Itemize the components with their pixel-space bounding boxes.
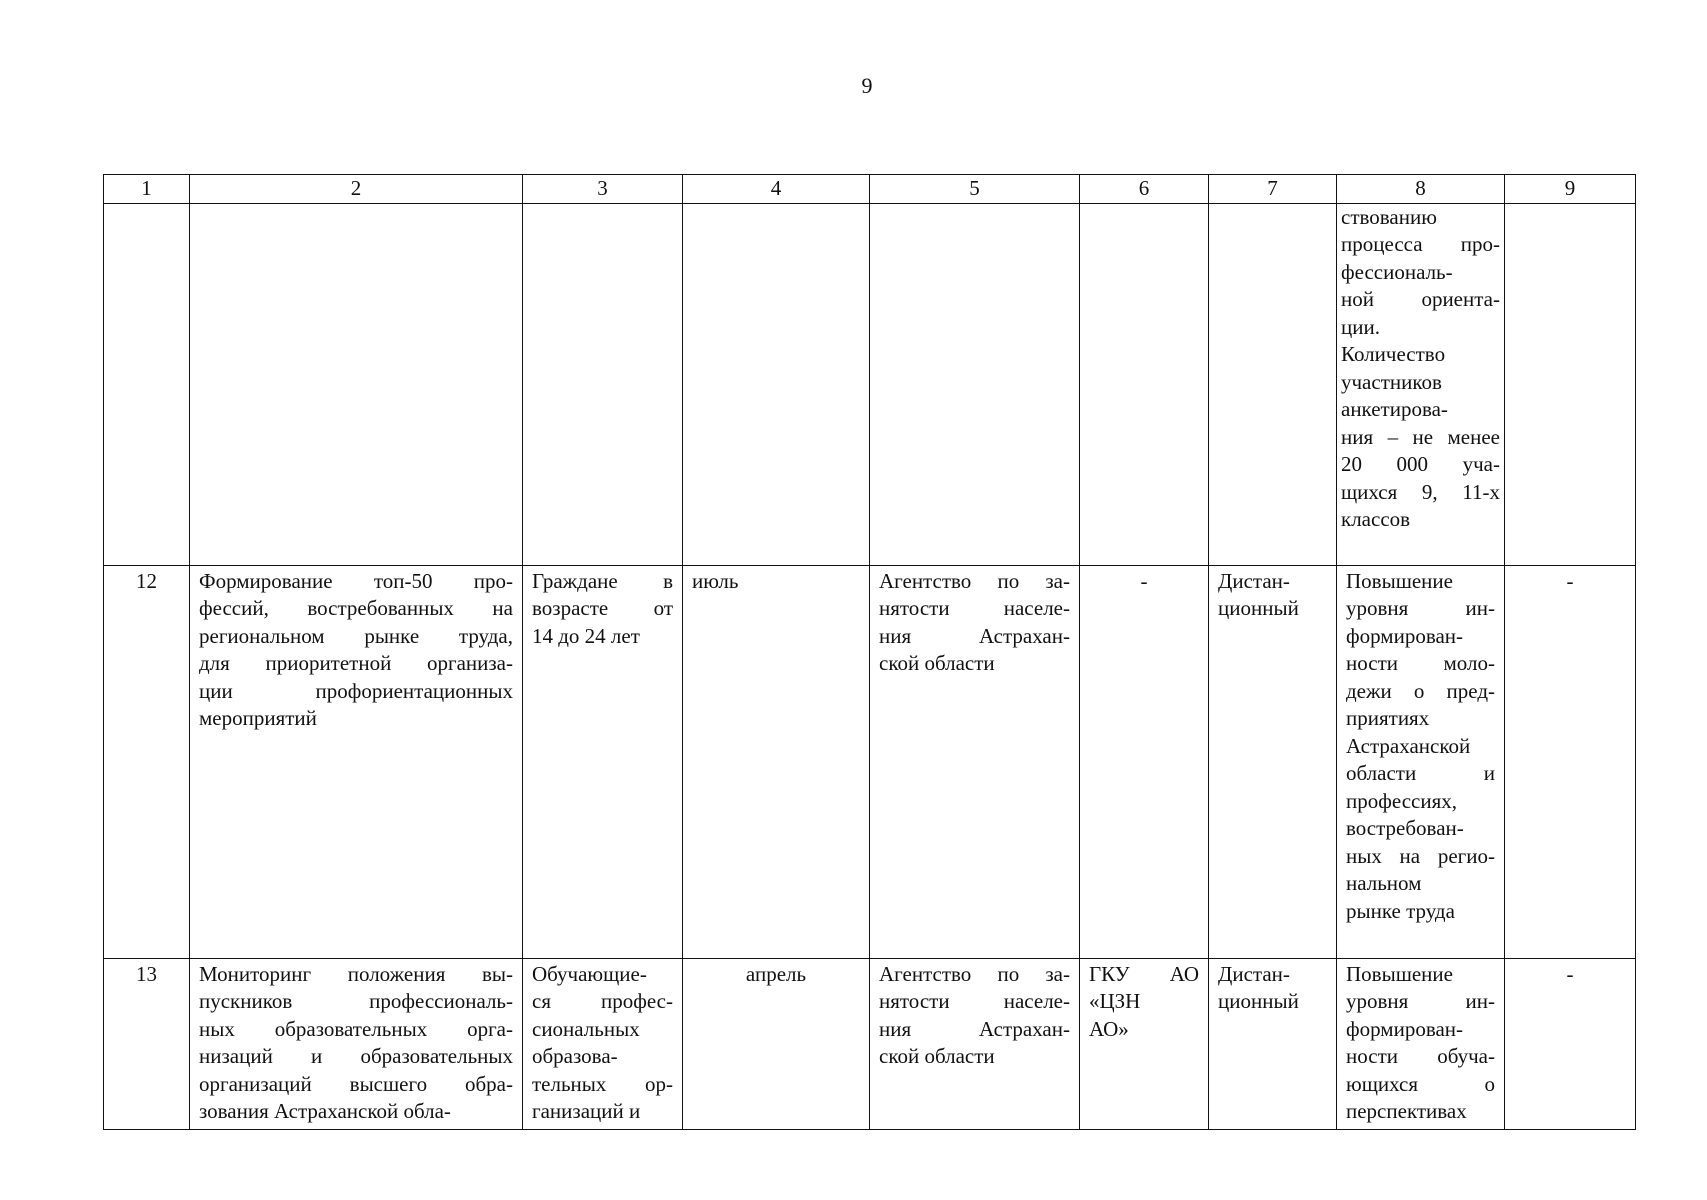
- cell-text-line: Повышение: [1346, 961, 1453, 986]
- cell-period: [683, 958, 870, 1129]
- cell-text-line: мероприятий: [199, 706, 317, 730]
- page-number: 9: [861, 73, 873, 98]
- cell-text-line: апрель: [745, 961, 807, 986]
- cell-text-line: ных на регио-: [1346, 843, 1495, 868]
- cell-text-line: «ЦЗН: [1089, 989, 1141, 1013]
- cell-text-line: июль: [692, 568, 739, 593]
- table-row: [104, 565, 1636, 958]
- cell-text-line: возрасте от: [532, 596, 673, 620]
- cell-result: [1337, 565, 1505, 958]
- cell-text-line: ся профес-: [532, 989, 673, 1013]
- cell-text-line: зования Астраханской обла-: [199, 1099, 451, 1123]
- cell-text-line: ции профориентационных: [199, 678, 513, 703]
- cell-text-line: ния – не менее: [1341, 424, 1500, 449]
- cell-text-line: формирован-: [1346, 1016, 1464, 1041]
- cell-text-line: ности моло-: [1346, 651, 1495, 675]
- cell-empty: [870, 203, 1080, 565]
- table-row: [104, 203, 1636, 565]
- cell-text-line: нальном: [1346, 871, 1422, 895]
- column-header: 9: [1505, 175, 1636, 204]
- cell-text-line: области и: [1346, 761, 1495, 785]
- cell-text-line: образова-: [532, 1044, 618, 1068]
- cell-text-line: ности обуча-: [1346, 1044, 1495, 1068]
- cell-text-line: ГКУ АО: [1089, 961, 1199, 986]
- cell-note: [1505, 565, 1636, 958]
- cell-text-line: процесса про-: [1341, 232, 1500, 256]
- cell-text-line: классов: [1341, 507, 1411, 531]
- cell-text-line: региональном рынке труда,: [199, 623, 513, 648]
- cell-text-line: Дистан-: [1218, 961, 1290, 986]
- cell-period: [683, 565, 870, 958]
- cell-empty: [190, 203, 523, 565]
- cell-text-line: ющихся о: [1346, 1071, 1495, 1096]
- cell-result-continued: [1337, 203, 1505, 565]
- cell-text-line: пускников профессиональ-: [199, 989, 513, 1013]
- cell-text-line: ния Астрахан-: [879, 623, 1070, 648]
- cell-coexecutor: [1080, 958, 1209, 1129]
- cell-text-line: ганизаций и: [532, 1099, 641, 1123]
- cell-text-line: Обучающие-: [532, 961, 647, 986]
- cell-text-line: ных образовательных орга-: [199, 1016, 513, 1041]
- cell-text-line: нятости населе-: [879, 596, 1070, 620]
- cell-text-line: Дистан-: [1218, 568, 1290, 593]
- cell-empty: [104, 203, 190, 565]
- cell-target-group: [523, 565, 683, 958]
- table-row: [104, 958, 1636, 1129]
- cell-text-line: формирован-: [1346, 623, 1464, 648]
- cell-text-line: нятости населе-: [879, 989, 1070, 1013]
- cell-result: [1337, 958, 1505, 1129]
- cell-text-line: Агентство по за-: [879, 961, 1070, 986]
- cell-text-line: профессиях,: [1346, 788, 1457, 813]
- cell-coexecutor: [1080, 565, 1209, 958]
- cell-text-line: Астраханской: [1346, 733, 1471, 758]
- cell-text-line: Граждане в: [532, 568, 673, 593]
- cell-text-line: фессий, востребованных на: [199, 596, 513, 620]
- cell-text-line: Количество: [1341, 342, 1446, 366]
- cell-empty: [1080, 203, 1209, 565]
- cell-text-line: Повышение: [1346, 568, 1453, 593]
- cell-text-line: ционный: [1218, 989, 1299, 1013]
- cell-activity: [190, 565, 523, 958]
- cell-text-line: анкетирова-: [1341, 397, 1448, 421]
- cell-text-line: -: [1566, 568, 1574, 593]
- cell-text-line: 14 до 24 лет: [532, 623, 640, 648]
- cell-empty: [1505, 203, 1636, 565]
- cell-text-line: ской области: [879, 1044, 995, 1068]
- cell-format: [1209, 565, 1337, 958]
- cell-text-line: востребован-: [1346, 816, 1464, 840]
- cell-text-line: сиональных: [532, 1016, 640, 1041]
- cell-text-line: перспективах: [1346, 1099, 1467, 1123]
- cell-number: 13: [104, 958, 190, 1129]
- cell-text-line: 20 000 уча-: [1341, 452, 1500, 476]
- cell-text-line: Формирование топ-50 про-: [199, 568, 513, 593]
- cell-empty: [683, 203, 870, 565]
- cell-text-line: АО»: [1089, 1016, 1129, 1041]
- cell-text-line: участников: [1341, 369, 1442, 394]
- cell-text-line: для приоритетной организа-: [199, 651, 513, 675]
- cell-text-line: низаций и образовательных: [199, 1044, 513, 1068]
- cell-number: 12: [104, 565, 190, 958]
- cell-text-line: щихся 9, 11-х: [1341, 479, 1500, 504]
- cell-text-line: приятиях: [1346, 706, 1430, 730]
- cell-empty: [1209, 203, 1337, 565]
- cell-text-line: уровня ин-: [1346, 989, 1495, 1013]
- column-header: 1: [104, 175, 190, 204]
- cell-text-line: дежи о пред-: [1346, 678, 1495, 703]
- cell-activity: [190, 958, 523, 1129]
- cell-text-line: Агентство по за-: [879, 568, 1070, 593]
- cell-text-line: -: [1566, 961, 1574, 986]
- cell-text-line: -: [1140, 568, 1148, 593]
- cell-text-line: ния Астрахан-: [879, 1016, 1070, 1041]
- cell-empty: [523, 203, 683, 565]
- cell-text-line: ской области: [879, 651, 995, 675]
- cell-text-line: ной ориента-: [1341, 287, 1500, 311]
- cell-text-line: уровня ин-: [1346, 596, 1495, 620]
- cell-text-line: фессиональ-: [1341, 259, 1453, 284]
- cell-format: [1209, 958, 1337, 1129]
- cell-text-line: тельных ор-: [532, 1071, 673, 1096]
- cell-responsible: [870, 565, 1080, 958]
- cell-text-line: рынке труда: [1346, 898, 1455, 923]
- column-header: 6: [1080, 175, 1209, 204]
- column-header: 2: [190, 175, 523, 204]
- cell-text-line: ционный: [1218, 596, 1299, 620]
- cell-text-line: организаций высшего обра-: [199, 1071, 513, 1096]
- cell-responsible: [870, 958, 1080, 1129]
- column-header: 7: [1209, 175, 1337, 204]
- table-header-row: [104, 175, 1636, 204]
- column-header: 8: [1337, 175, 1505, 204]
- plan-table: [103, 174, 1636, 1130]
- cell-text-line: ции.: [1341, 314, 1380, 339]
- cell-note: [1505, 958, 1636, 1129]
- cell-text-line: ствованию: [1341, 204, 1437, 229]
- cell-target-group: [523, 958, 683, 1129]
- column-header: 5: [870, 175, 1080, 204]
- cell-text-line: Мониторинг положения вы-: [199, 961, 513, 986]
- column-header: 4: [683, 175, 870, 204]
- column-header: 3: [523, 175, 683, 204]
